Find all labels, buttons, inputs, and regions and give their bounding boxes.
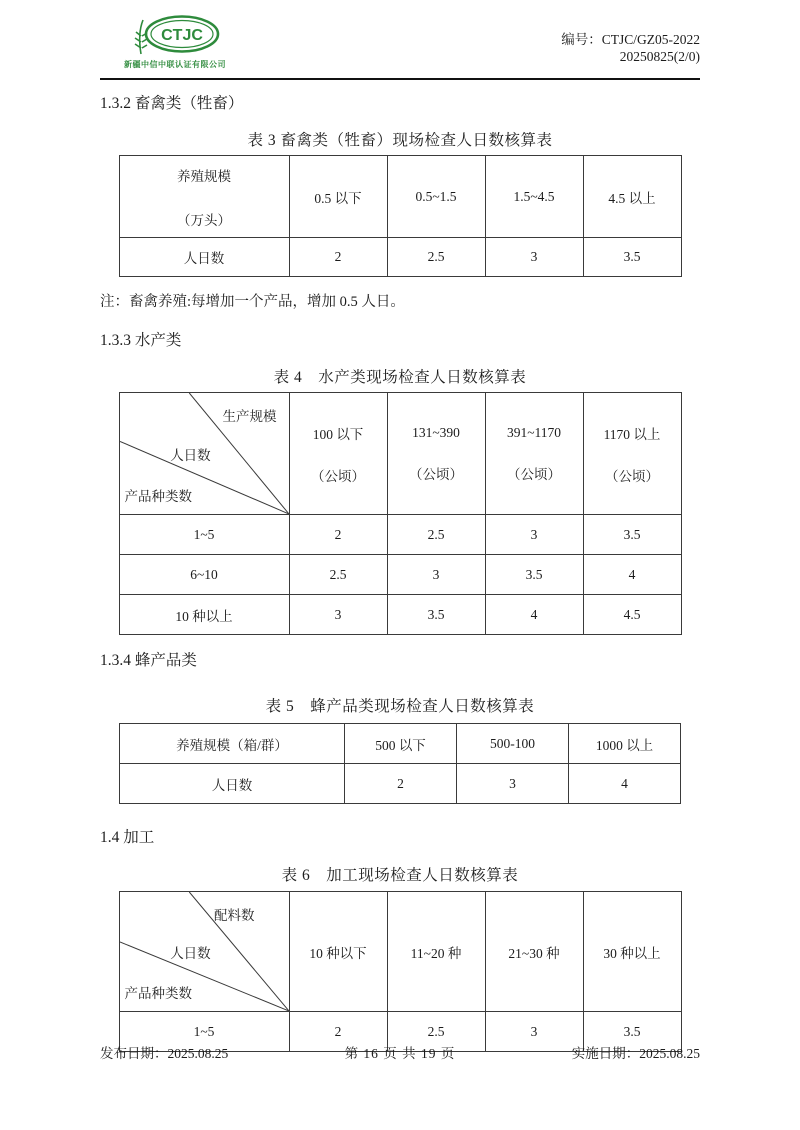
table3-col-0: 0.5 以下 [289, 156, 387, 238]
table5-row2-label: 人日数 [120, 764, 345, 804]
ctjc-logo-icon [127, 14, 223, 58]
table4-col-3-range: 1170 以上 [603, 426, 661, 442]
table4-row-1-val-3: 4 [583, 555, 681, 595]
table4-row-1-val-1: 3 [387, 555, 485, 595]
page-footer [100, 1042, 700, 1062]
table5-row1-label: 养殖规模（箱/群） [120, 724, 345, 764]
table6-col-3: 30 种以上 [583, 892, 681, 1012]
table3-col-3: 4.5 以上 [583, 156, 681, 238]
table4-row-1-val-0: 2.5 [289, 555, 387, 595]
svg-text:CTJC: CTJC [161, 27, 203, 44]
table6-row-0-label: 1~5 [119, 1012, 289, 1052]
table3-col-1: 0.5~1.5 [387, 156, 485, 238]
page-header [100, 14, 700, 76]
table6-title: 表 6 加工现场检查人日数核算表 [281, 867, 519, 884]
table4-col-2-range: 391~1170 [506, 424, 562, 440]
table4-col-2-unit: （公顷） [507, 466, 561, 482]
table6-row-0-val-1: 2.5 [387, 1012, 485, 1052]
section-heading-1-3-3: 1.3.3 水产类 [100, 332, 182, 349]
table4-col-0-range: 100 以下 [312, 426, 364, 442]
table5-col-0: 500 以下 [345, 724, 457, 764]
table6-corner-bottom: 产品种类数 [124, 986, 192, 1001]
table6-corner-cell [119, 892, 289, 1012]
table5-col-2: 1000 以上 [569, 724, 681, 764]
table-row [120, 764, 681, 804]
table5-val-2: 4 [569, 764, 681, 804]
table4-col-1-unit: （公顷） [409, 466, 463, 482]
table-row [119, 595, 681, 635]
table4-row-0-label: 1~5 [119, 515, 289, 555]
table5-col-1: 500-100 [457, 724, 569, 764]
table6-corner-middle: 人日数 [170, 945, 211, 961]
table4-row-2-val-3: 4.5 [583, 595, 681, 635]
table-row [120, 724, 681, 764]
table3-title: 表 3 畜禽类（牲畜）现场检查人日数核算表 [247, 132, 553, 149]
table6-corner-top: 配料数 [214, 908, 255, 923]
table3-val-1: 2.5 [387, 238, 485, 277]
table4-row-2-val-2: 4 [485, 595, 583, 635]
table4-row-0-val-3: 3.5 [583, 515, 681, 555]
doc-number: 编号：CTJC/GZ05-2022 [561, 32, 700, 47]
section-heading-1-4: 1.4 加工 [100, 829, 155, 846]
table-row [119, 238, 681, 277]
table6-row-0-val-2: 3 [485, 1012, 583, 1052]
table5-val-1: 3 [457, 764, 569, 804]
table3-val-3: 3.5 [583, 238, 681, 277]
table4-corner-top: 生产规模 [222, 409, 277, 424]
implement-date: 实施日期：2025.08.25 [571, 1046, 700, 1061]
table6-row-0-val-0: 2 [289, 1012, 387, 1052]
table4-aquatic [119, 392, 682, 635]
table3-val-2: 3 [485, 238, 583, 277]
section-heading-1-3-2: 1.3.2 畜禽类（牲畜） [100, 95, 244, 112]
table4-row-1-val-2: 3.5 [485, 555, 583, 595]
doc-version: 20250825(2/0) [619, 48, 700, 64]
doc-id-block [561, 14, 700, 66]
table4-row-0-val-0: 2 [289, 515, 387, 555]
table-row [119, 515, 681, 555]
table4-corner-cell [119, 393, 289, 515]
table6-processing [119, 891, 682, 1052]
table4-row-0-val-2: 3 [485, 515, 583, 555]
table3-label-unit: （万头） [177, 212, 231, 228]
table6-row-0-val-3: 3.5 [583, 1012, 681, 1052]
header-rule [100, 78, 700, 80]
table4-row-2-val-1: 3.5 [387, 595, 485, 635]
company-name: 新疆中信中联认证有限公司 [124, 60, 226, 69]
table-row [119, 393, 681, 515]
table3-col-2: 1.5~4.5 [485, 156, 583, 238]
table3-livestock [119, 155, 682, 277]
table4-corner-bottom: 产品种类数 [124, 489, 192, 504]
table4-col-3-unit: （公顷） [605, 468, 659, 484]
section-heading-1-3-4: 1.3.4 蜂产品类 [100, 652, 197, 669]
table4-col-0-unit: （公顷） [311, 468, 365, 484]
table4-title: 表 4 水产类现场检查人日数核算表 [273, 369, 527, 386]
table4-row-0-val-1: 2.5 [387, 515, 485, 555]
table5-title: 表 5 蜂产品类现场检查人日数核算表 [265, 698, 535, 715]
table4-corner-middle: 人日数 [170, 447, 211, 463]
table6-col-0: 10 种以下 [289, 892, 387, 1012]
table5-bee-products [119, 723, 681, 804]
table4-row-2-val-0: 3 [289, 595, 387, 635]
table5-val-0: 2 [345, 764, 457, 804]
release-date: 发布日期：2025.08.25 [100, 1046, 229, 1061]
table6-col-1: 11~20 种 [387, 892, 485, 1012]
table3-val-0: 2 [289, 238, 387, 277]
table3-note: 注：畜禽养殖:每增加一个产品，增加 0.5 人日。 [100, 294, 405, 310]
table4-col-1-range: 131~390 [412, 424, 460, 440]
table4-row-2-label: 10 种以上 [119, 595, 289, 635]
table3-label-scale: 养殖规模 [177, 168, 231, 184]
page-number: 第 16 页 共 19 页 [344, 1046, 456, 1061]
table-row [119, 892, 681, 1012]
table4-row-1-label: 6~10 [119, 555, 289, 595]
table-row [119, 156, 681, 238]
table-row [119, 555, 681, 595]
logo [100, 14, 250, 70]
table3-row2-label: 人日数 [119, 238, 289, 277]
table6-col-2: 21~30 种 [485, 892, 583, 1012]
